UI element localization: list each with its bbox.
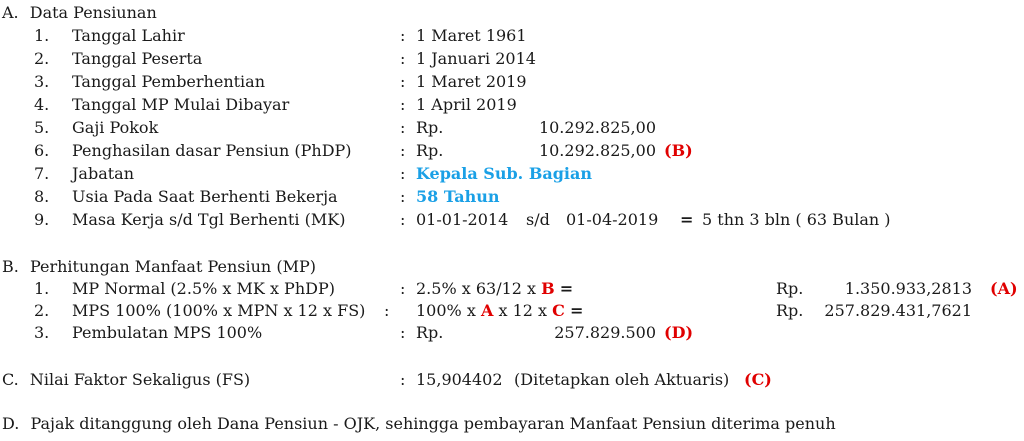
row-a8-colon: : (400, 187, 406, 206)
row-a2-colon: : (400, 49, 406, 68)
row-a9-to: 01-04-2019 (566, 210, 659, 229)
row-a6-tag: (B) (664, 141, 693, 160)
row-b1-formula-equals: = (559, 279, 574, 298)
row-b1-tag: (A) (990, 279, 1018, 298)
row-a6-num: 6. (34, 141, 50, 160)
row-b1-formula-pre: 2.5% x 63/12 x (416, 279, 537, 298)
row-b3-currency: Rp. (416, 323, 444, 342)
row-a2-label: Tanggal Peserta (72, 49, 203, 68)
section-b-letter: B. (2, 257, 19, 276)
row-a4-value: 1 April 2019 (416, 95, 517, 114)
row-a9-sd: s/d (526, 210, 550, 229)
row-a7-value: Kepala Sub. Bagian (416, 164, 592, 183)
row-b2-formula-mid: x 12 x (498, 301, 548, 320)
row-a5-num: 5. (34, 118, 50, 137)
row-a4-num: 4. (34, 95, 50, 114)
row-b2-currency: Rp. (776, 301, 804, 320)
row-b2-formula-equals: = (569, 301, 584, 320)
row-b3-amount: 257.829.500 (554, 323, 656, 342)
row-a2-num: 2. (34, 49, 50, 68)
section-b-title: Perhitungan Manfaat Pensiun (MP) (29, 257, 316, 276)
row-a1-label: Tanggal Lahir (72, 26, 185, 45)
row-a3-value: 1 Maret 2019 (416, 72, 527, 91)
row-b1-amount: 1.350.933,2813 (844, 279, 972, 298)
row-a9-equals: = (680, 210, 694, 229)
section-c-letter: C. (2, 370, 19, 389)
section-d-text: Pajak ditanggung oleh Dana Pensiun - OJK, sehingga pembayaran Manfaat Pensiun diterima penuh (30, 414, 836, 433)
row-b1-formula (416, 278, 573, 300)
row-a8-value: 58 Tahun (416, 187, 500, 206)
row-b1-currency: Rp. (776, 279, 804, 298)
row-a3-label: Tanggal Pemberhentian (72, 72, 266, 91)
row-a3-colon: : (400, 72, 406, 91)
row-a6-label: Penghasilan dasar Pensiun (PhDP) (72, 141, 352, 160)
section-c-note: (Ditetapkan oleh Aktuaris) (514, 370, 730, 389)
section-c-colon: : (400, 370, 406, 389)
row-b3-num: 3. (34, 323, 50, 342)
row-b1-formula-var-b: B (541, 279, 555, 298)
section-a-title: Data Pensiunan (29, 3, 157, 22)
section-c-value: 15,904402 (416, 370, 503, 389)
row-a1-value: 1 Maret 1961 (416, 26, 527, 45)
row-a8-num: 8. (34, 187, 50, 206)
row-b3-colon: : (400, 323, 406, 342)
section-c-title: Nilai Faktor Sekaligus (FS) (29, 370, 251, 389)
row-b3-tag: (D) (664, 323, 694, 342)
row-a6-currency: Rp. (416, 141, 444, 160)
row-a7-num: 7. (34, 164, 50, 183)
row-b2-amount: 257.829.431,7621 (824, 301, 972, 320)
row-a5-colon: : (400, 118, 406, 137)
section-d-letter: D. (2, 414, 20, 433)
row-b2-label: MPS 100% (100% x MPN x 12 x FS) (72, 301, 366, 320)
row-a9-label: Masa Kerja s/d Tgl Berhenti (MK) (72, 210, 346, 229)
section-a-heading (2, 2, 157, 24)
row-b2-colon: : (384, 301, 390, 320)
row-b2-formula (416, 300, 583, 322)
row-a9-from: 01-01-2014 (416, 210, 509, 229)
row-a5-amount: 10.292.825,00 (538, 118, 656, 137)
row-a2-value: 1 Januari 2014 (416, 49, 536, 68)
row-a7-label: Jabatan (72, 164, 135, 183)
row-b2-formula-var-a: A (480, 301, 494, 320)
section-a-letter: A. (2, 3, 19, 22)
row-b2-num: 2. (34, 301, 50, 320)
row-a9-colon: : (400, 210, 406, 229)
row-b1-num: 1. (34, 279, 50, 298)
row-a1-colon: : (400, 26, 406, 45)
row-b2-formula-pre: 100% x (416, 301, 476, 320)
row-a4-label: Tanggal MP Mulai Dibayar (72, 95, 290, 114)
row-a9-num: 9. (34, 210, 50, 229)
section-c-heading (2, 369, 250, 391)
row-b3-label: Pembulatan MPS 100% (72, 323, 263, 342)
section-c-tag: (C) (744, 370, 772, 389)
row-b1-label: MP Normal (2.5% x MK x PhDP) (72, 279, 335, 298)
section-d-line (2, 413, 836, 435)
row-a5-label: Gaji Pokok (72, 118, 159, 137)
row-a3-num: 3. (34, 72, 50, 91)
row-a8-label: Usia Pada Saat Berhenti Bekerja (72, 187, 338, 206)
row-b1-colon: : (400, 279, 406, 298)
row-a5-currency: Rp. (416, 118, 444, 137)
row-a6-amount: 10.292.825,00 (538, 141, 656, 160)
row-a1-num: 1. (34, 26, 50, 45)
row-a9-result: 5 thn 3 bln ( 63 Bulan ) (702, 210, 891, 229)
row-a6-colon: : (400, 141, 406, 160)
section-b-heading (2, 256, 316, 278)
row-a7-colon: : (400, 164, 406, 183)
row-a4-colon: : (400, 95, 406, 114)
row-b2-formula-var-c: C (552, 301, 565, 320)
